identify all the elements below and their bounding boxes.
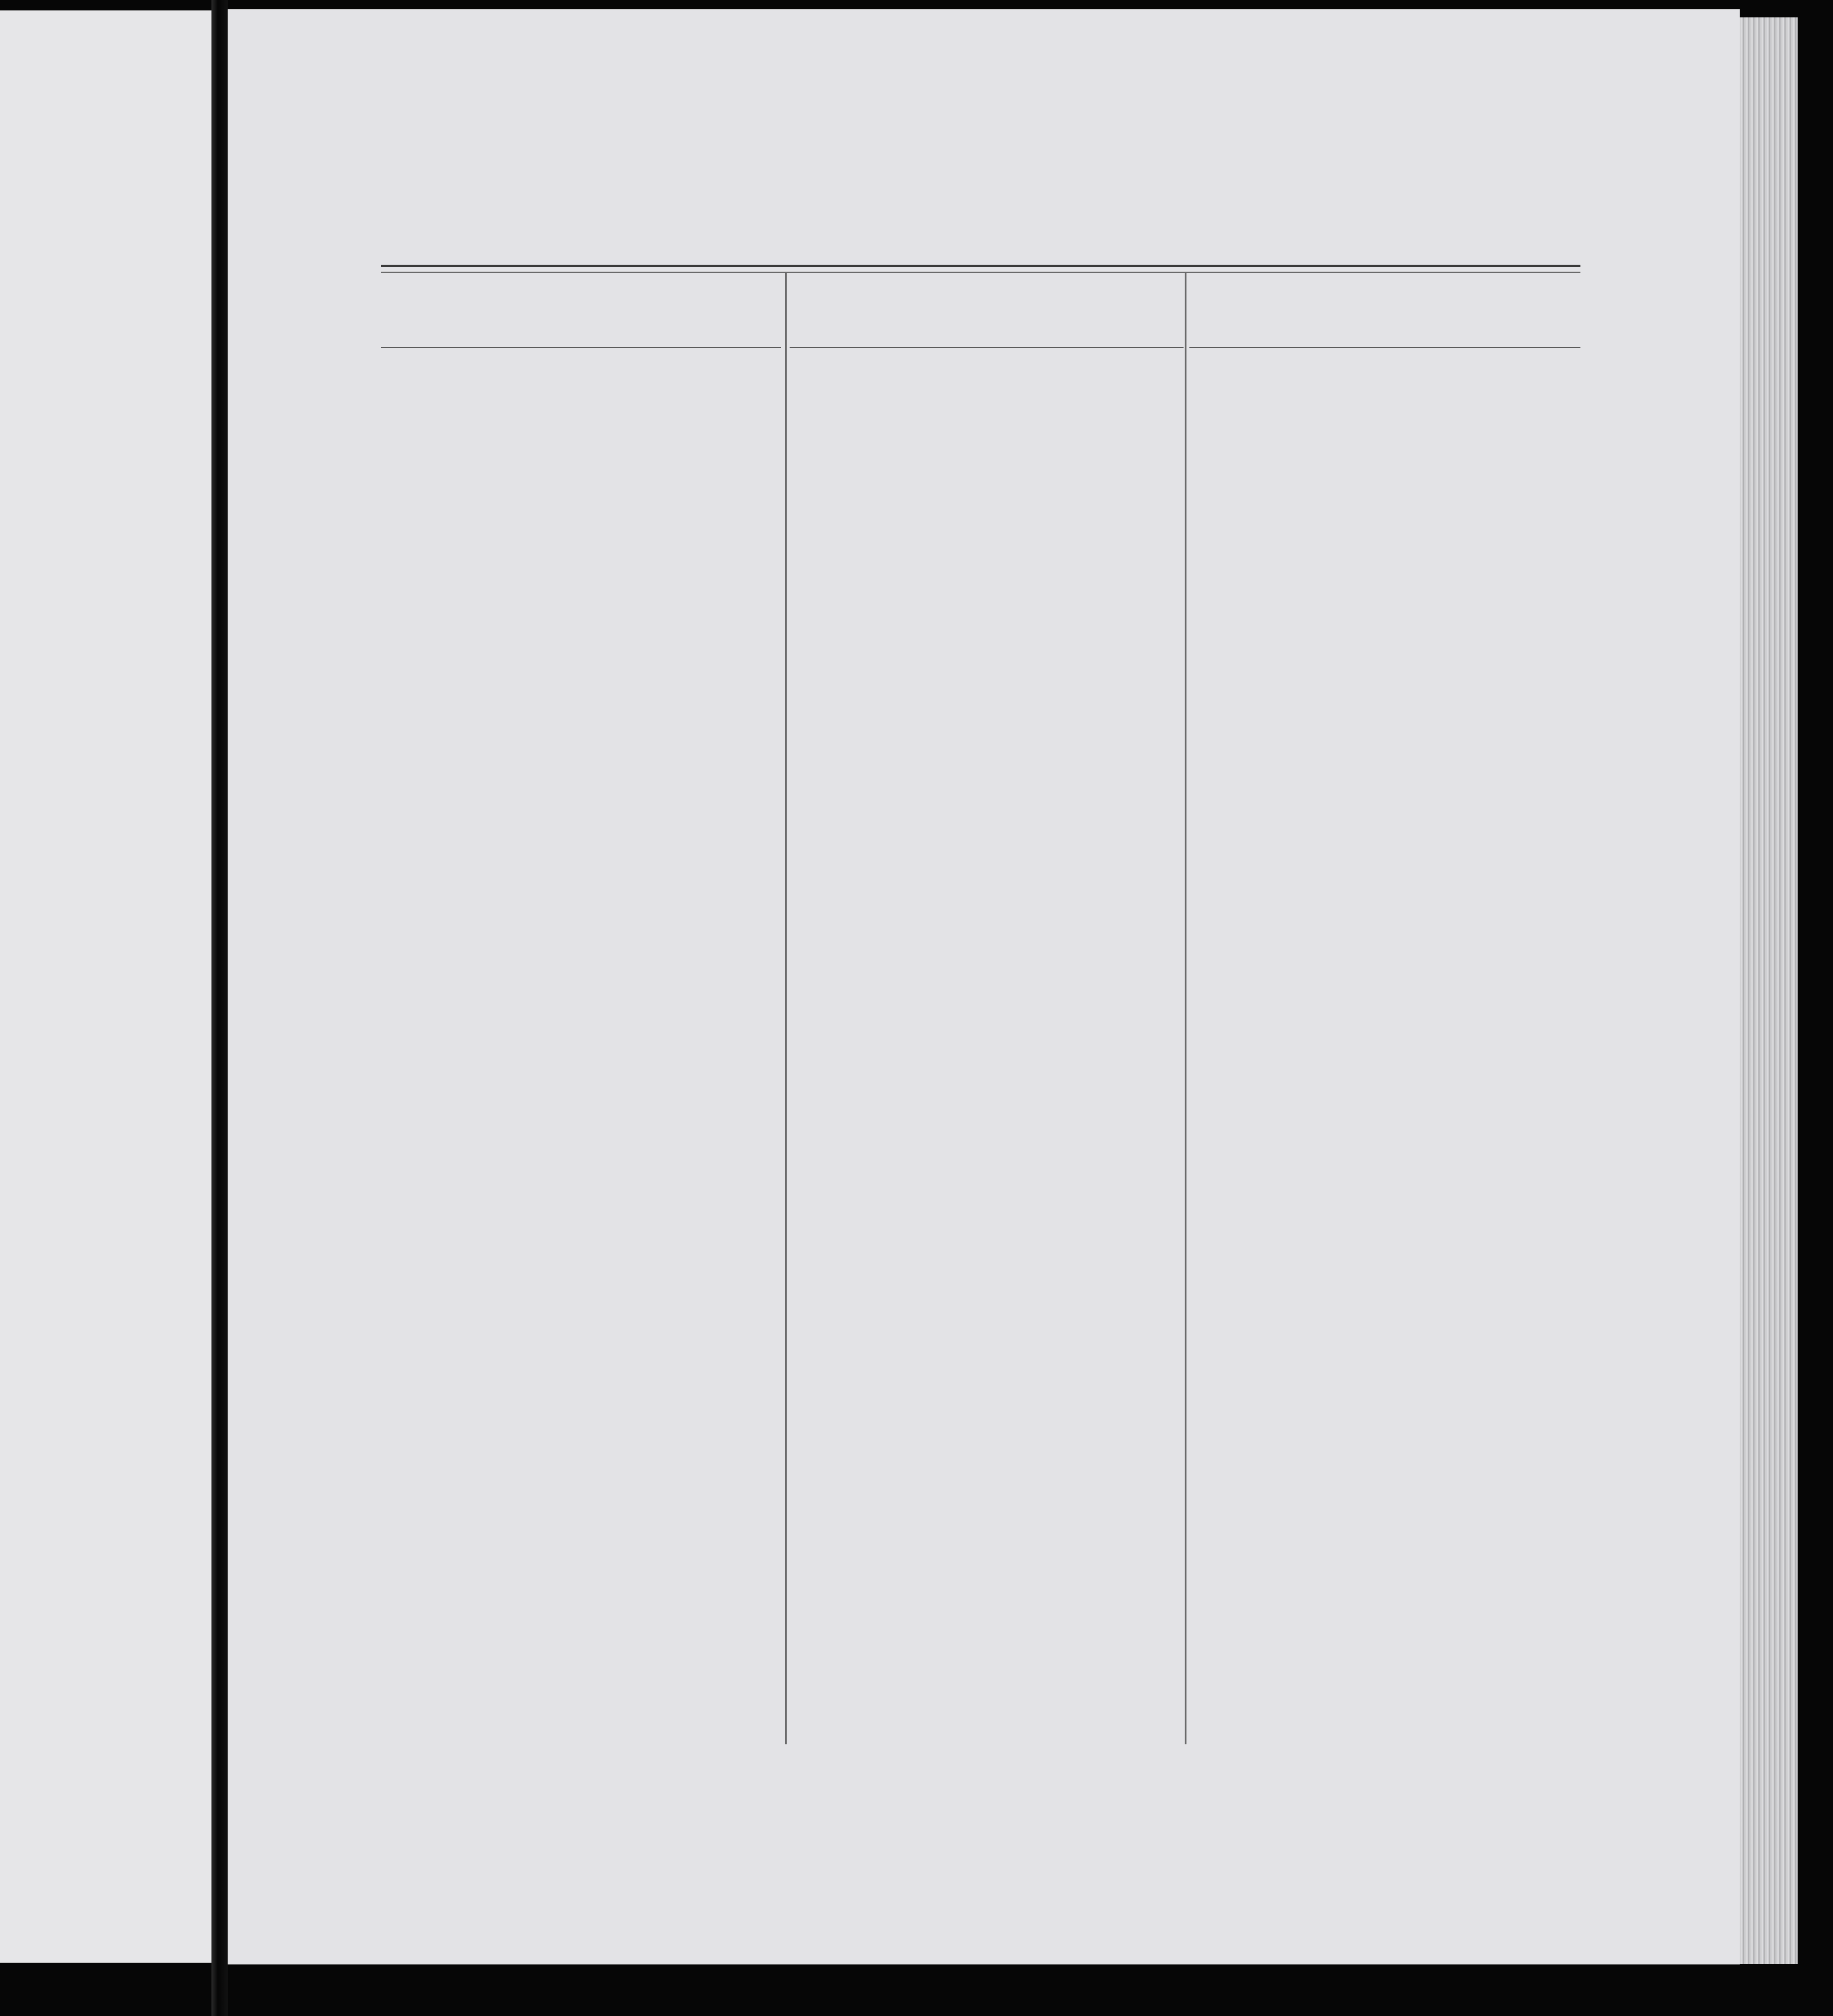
schedule-page [228,9,1740,1964]
facing-page-left [0,10,211,1963]
header-rule-native [790,347,1184,348]
book-gutter [211,0,228,2016]
top-rule-thin [381,272,1580,273]
column-divider-2 [1185,273,1186,1744]
header-rule-remarks [1189,347,1580,348]
header-rule-english [381,347,781,348]
page-edges [1740,17,1798,1964]
column-divider-1 [785,273,787,1744]
top-rule [381,265,1580,267]
